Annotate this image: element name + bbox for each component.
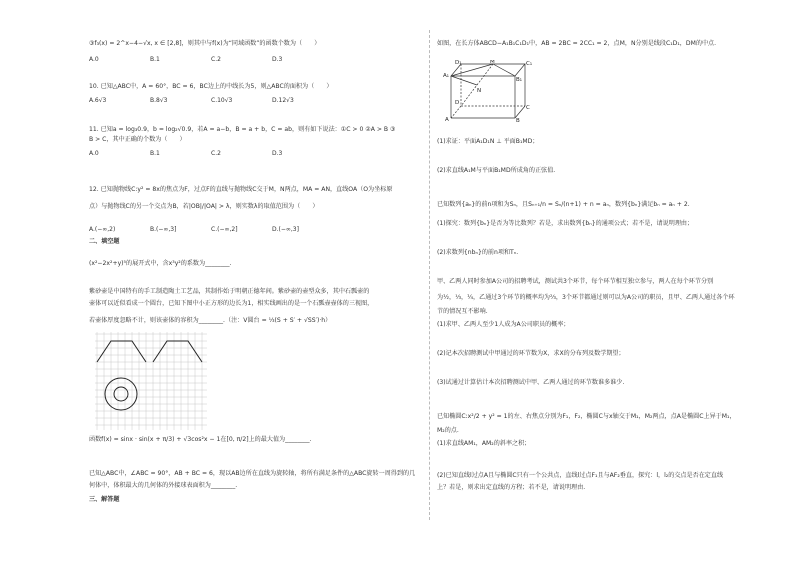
fig-label-a: A	[445, 117, 449, 122]
fig-label-d: D	[455, 100, 460, 106]
q15-stem: 函数f(x) = sinx · sin(x + π/3) + √3cos²x − 1在[0, π/2]上的最大值为________.	[89, 436, 312, 443]
q11-option-d: D.3	[272, 150, 283, 157]
q16-line2: 何体中，体积最大的几何体的外接球表面积为________.	[89, 482, 238, 489]
q11-line2: B > C，其中正确的个数为（ ）	[89, 136, 186, 143]
q17-part1: (1)求证：平面A₁D₁N ⊥ 平面B₁MD；	[437, 138, 539, 145]
q12-option-a: A.(−∞,2)	[89, 226, 116, 233]
q10-option-d: D.12√3	[272, 97, 294, 104]
q16-line1: 已知△ABC中，∠ABC = 90°，AB + BC = 6，现以AB边所在直线为旋转轴，将所有满足条件的△ABC旋转一周得到的几	[89, 470, 416, 477]
fig-label-b1: B₁	[516, 77, 522, 83]
top-view-inner-circle	[114, 387, 128, 401]
section-solutions-heading: 三、解答题	[89, 496, 120, 503]
q19-part3: (3)试通过计算估计本次招聘测试中甲、乙两人通过的环节数谁多谁少.	[437, 379, 625, 386]
teapot-three-view-figure	[95, 332, 207, 430]
q9-option-b: B.1	[150, 56, 160, 63]
column-divider	[429, 30, 430, 520]
q13-stem: (x²−2x²+y)⁵的展开式中，含x³y²的系数为________.	[89, 260, 232, 267]
q12-option-b: B.(−∞,3]	[150, 226, 177, 233]
q12-option-c: C.(−∞,2]	[211, 226, 238, 233]
fig-label-n: N	[477, 88, 482, 94]
section-fill-in-heading: 二、填空题	[89, 238, 120, 245]
q19-part2: (2)记本次招聘测试中甲通过的环节数为X，求X的分布列及数学期望；	[437, 350, 625, 357]
q12-line2: 点）与抛物线C的另一个交点为B，若|OB|/|OA| > λ，则实数λ的取值范围为（ ）	[89, 203, 319, 210]
q20-part1: (1)求直线AM₁，AM₂的斜率之积；	[437, 440, 531, 447]
fig-label-d1: D₁	[455, 60, 462, 66]
q11-option-b: B.1	[150, 150, 160, 157]
q14-line3: 若壶体厚度忽略不计，则该壶体的容积为________.（注：V圆台 = ⅓(S + S′ + √SS′)·h）	[89, 317, 332, 324]
fig-label-m: M	[490, 60, 495, 65]
q9-option-d: D.3	[272, 56, 283, 63]
front-view-outline	[97, 341, 146, 362]
fig-label-a1: A₁	[443, 73, 449, 79]
q10-option-a: A.6√3	[89, 97, 107, 104]
q11-option-a: A.0	[89, 150, 99, 157]
q12-option-d: D.(−∞,3]	[272, 226, 299, 233]
cuboid-figure	[441, 60, 533, 122]
q19-line3: 节的情况互不影响.	[437, 308, 488, 315]
q18-part2: (2)求数列{nbₙ}的前n项和Tₙ.	[437, 249, 519, 256]
q20-part2-line2: 上？若是，则求出定直线的方程；若不是，请说明理由.	[437, 484, 586, 491]
q20-part2-line1: (2)已知直线l过点A且与椭圆C只有一个公共点，直线l过点F₁且与AF₂垂直，探究：l，l₂的交点是否在定直线	[437, 472, 724, 479]
fig-label-c1: C₁	[526, 61, 533, 67]
q19-line2: 为½，⅓，¼，乙通过3个环节的概率均为⅔，3个环节都通过则可以为A公司的职员，且甲、乙两人通过各个环	[437, 294, 735, 301]
q18-part1: (1)探究：数列{bₙ}是否为等比数列？若是，求出数列{bₙ}的通项公式；若不是，请说明理由；	[437, 220, 694, 227]
q14-line1: 紫砂壶是中国特有的手工制造陶土工艺品，其制作始于明朝正德年间。紫砂壶的壶型众多，其中石瓢壶的	[89, 288, 370, 295]
q11-option-c: C.2	[211, 150, 221, 157]
fig-label-c: C	[526, 105, 530, 111]
q18-line1: 已知数列{aₙ}的前n项和为Sₙ，且Sₙ₊₁/n = Sₙ/(n+1) + n = aₙ，数列{bₙ}满足bₙ = aₙ + 2.	[437, 201, 690, 208]
q10-option-c: C.10√3	[211, 97, 233, 104]
q12-line1: 12. 已知抛物线C:y² = 8x的焦点为F，过点F的直线与抛物线C交于M，N两点，MA = AN，直线OA（O为坐标原	[89, 186, 393, 193]
q19-part1: (1)求甲、乙两人至少1人成为A公司职员的概率；	[437, 321, 570, 328]
q19-line1: 甲、乙两人同时参加A公司的招聘考试，测试共3个环节，每个环节相互独立参与，两人在每个环节分别	[437, 278, 714, 285]
q10-stem: 10. 已知△ABC中，A = 60°，BC = 6，BC边上的中线长为5，则△ABC的面积为（ ）	[89, 83, 333, 90]
q9-option-c: C.2	[211, 56, 221, 63]
q17-part2: (2)求直线A₁M与平面B₁MD所成角的正弦值.	[437, 167, 556, 174]
q17-line1: 如图，在长方体ABCD−A₁B₁C₁D₁中，AB = 2BC = 2CC₁ = 2，点M，N分别是线段C₁D₁，DM的中点.	[437, 40, 717, 47]
side-view-outline	[153, 341, 202, 362]
q9-option-a: A.0	[89, 56, 99, 63]
q20-line2: M₂的点.	[437, 427, 459, 434]
q14-line2: 壶体可以近似看成一个圆台，已知下图中小正方形的边长为1，相实线画出的是一个石瓢壶壶体的三视图，	[89, 300, 374, 307]
q10-option-b: B.8√3	[150, 97, 168, 104]
q20-line1: 已知椭圆C:x²/2 + y² = 1的左、右焦点分别为F₁，F₂，椭圆C与x轴交于M₁，M₂两点，点A是椭圆C上异于M₁，	[437, 413, 736, 420]
q9-stem: ③f₃(x) = 2^x−4−√x, x ∈ [2,8]，则其中与f(x)为“同域函数”的函数个数为（ ）	[89, 40, 321, 47]
fig-label-b: B	[516, 118, 520, 122]
q11-line1: 11. 已知a = log₃0.9，b = log₂√0.9，若A = a−b，B = a + b，C = ab，则有如下说法：①C > 0 ②A > B ③	[89, 126, 396, 133]
